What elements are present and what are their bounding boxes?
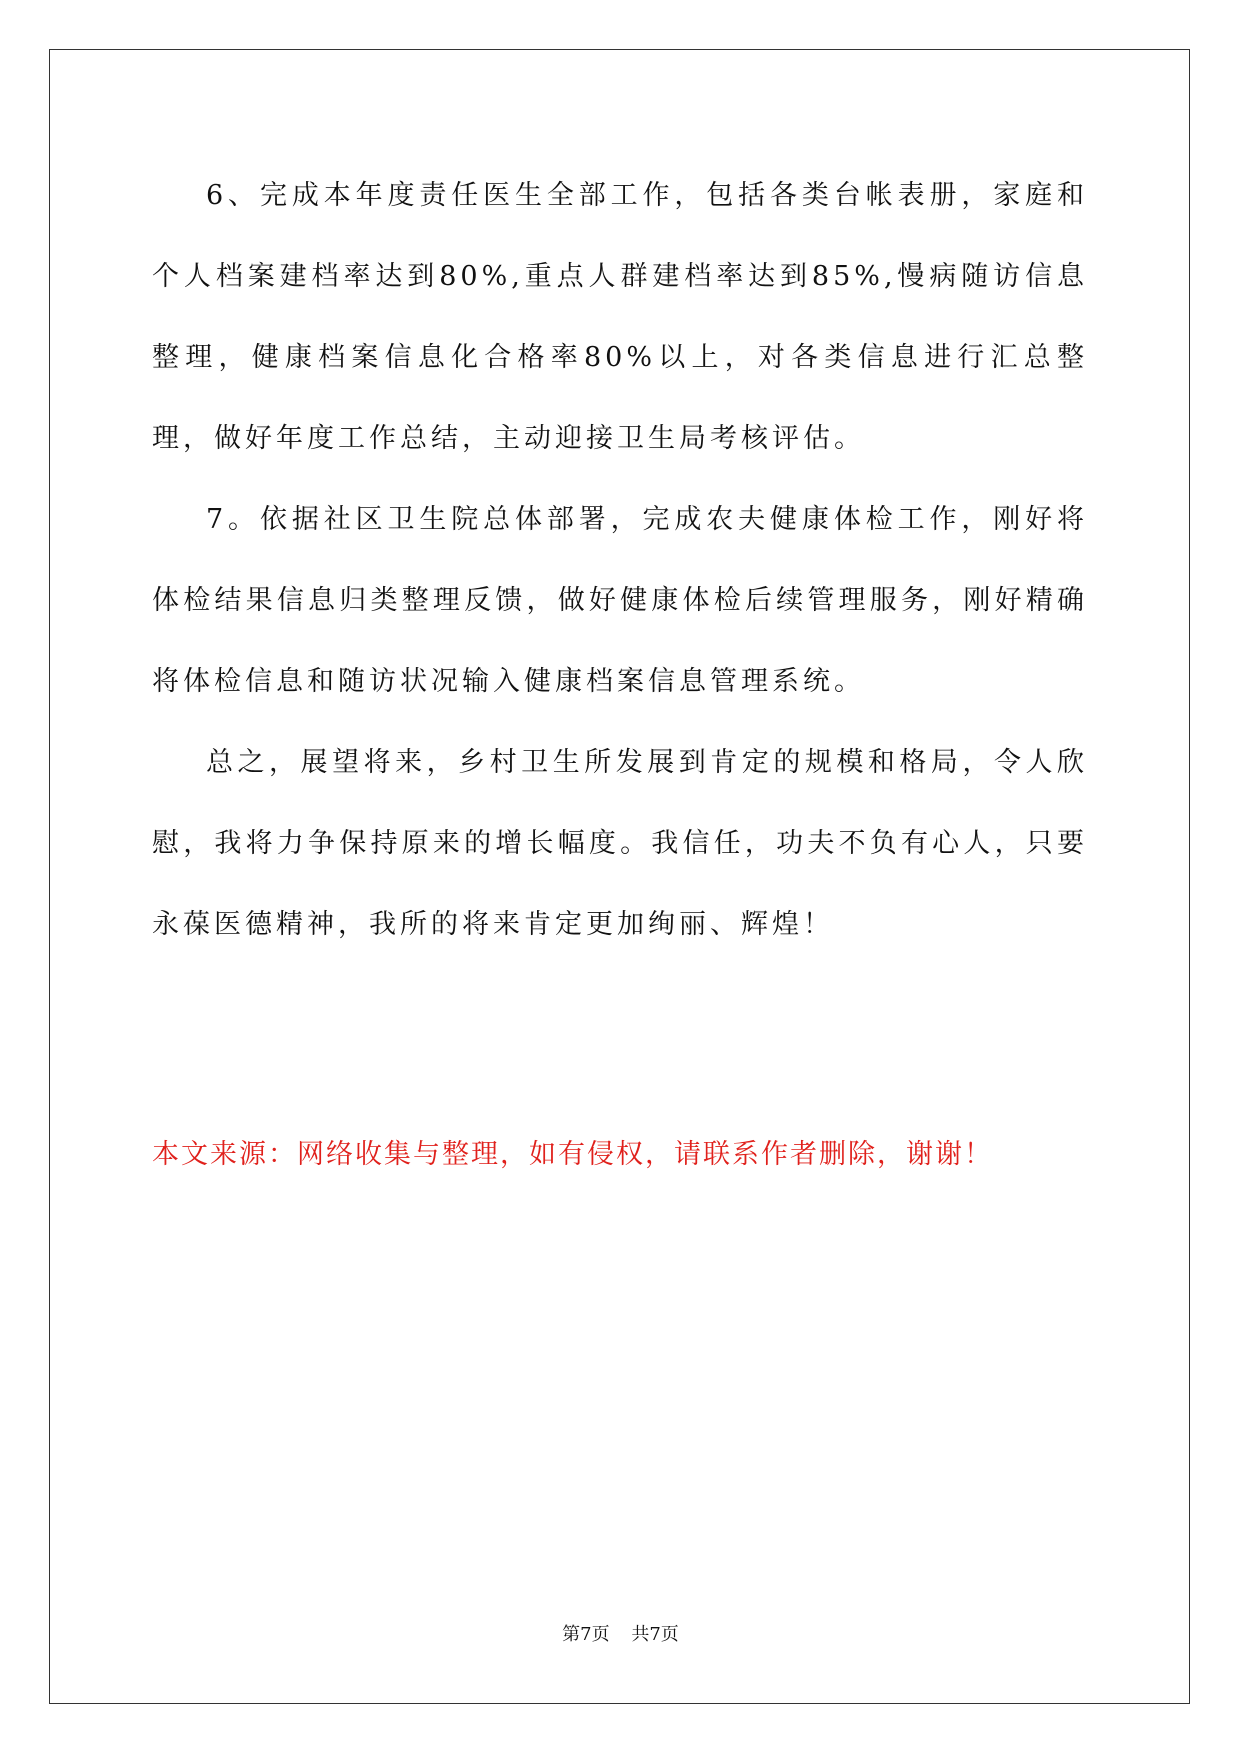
- total-pages-label: 共7页: [631, 1624, 679, 1645]
- source-note: 本文来源：网络收集与整理，如有侵权，请联系作者删除，谢谢！: [152, 1139, 993, 1170]
- paragraph-item-6: 6、完成本年度责任医生全部工作，包括各类台帐表册，家庭和个人档案建档率达到80%,重点人群建档率达到85%,慢病随访信息整理，健康档案信息化合格率80%以上，对各类信息进行汇总整理，做好年度工作总结，主动迎接卫生局考核评估。: [152, 180, 1088, 454]
- paragraph-item-7: 7。依据社区卫生院总体部署，完成农夫健康体检工作，刚好将体检结果信息归类整理反馈，做好健康体检后续管理服务，刚好精确将体检信息和随访状况输入健康档案信息管理系统。: [152, 504, 1088, 697]
- document-body: [152, 155, 1088, 965]
- paragraph-conclusion: 总之，展望将来，乡村卫生所发展到肯定的规模和格局，令人欣慰，我将力争保持原来的增长幅度。我信任，功夫不负有心人，只要永葆医德精神，我所的将来肯定更加绚丽、辉煌！: [152, 747, 1088, 940]
- current-page-label: 第7页: [562, 1624, 610, 1645]
- page-footer: [0, 1620, 1241, 1646]
